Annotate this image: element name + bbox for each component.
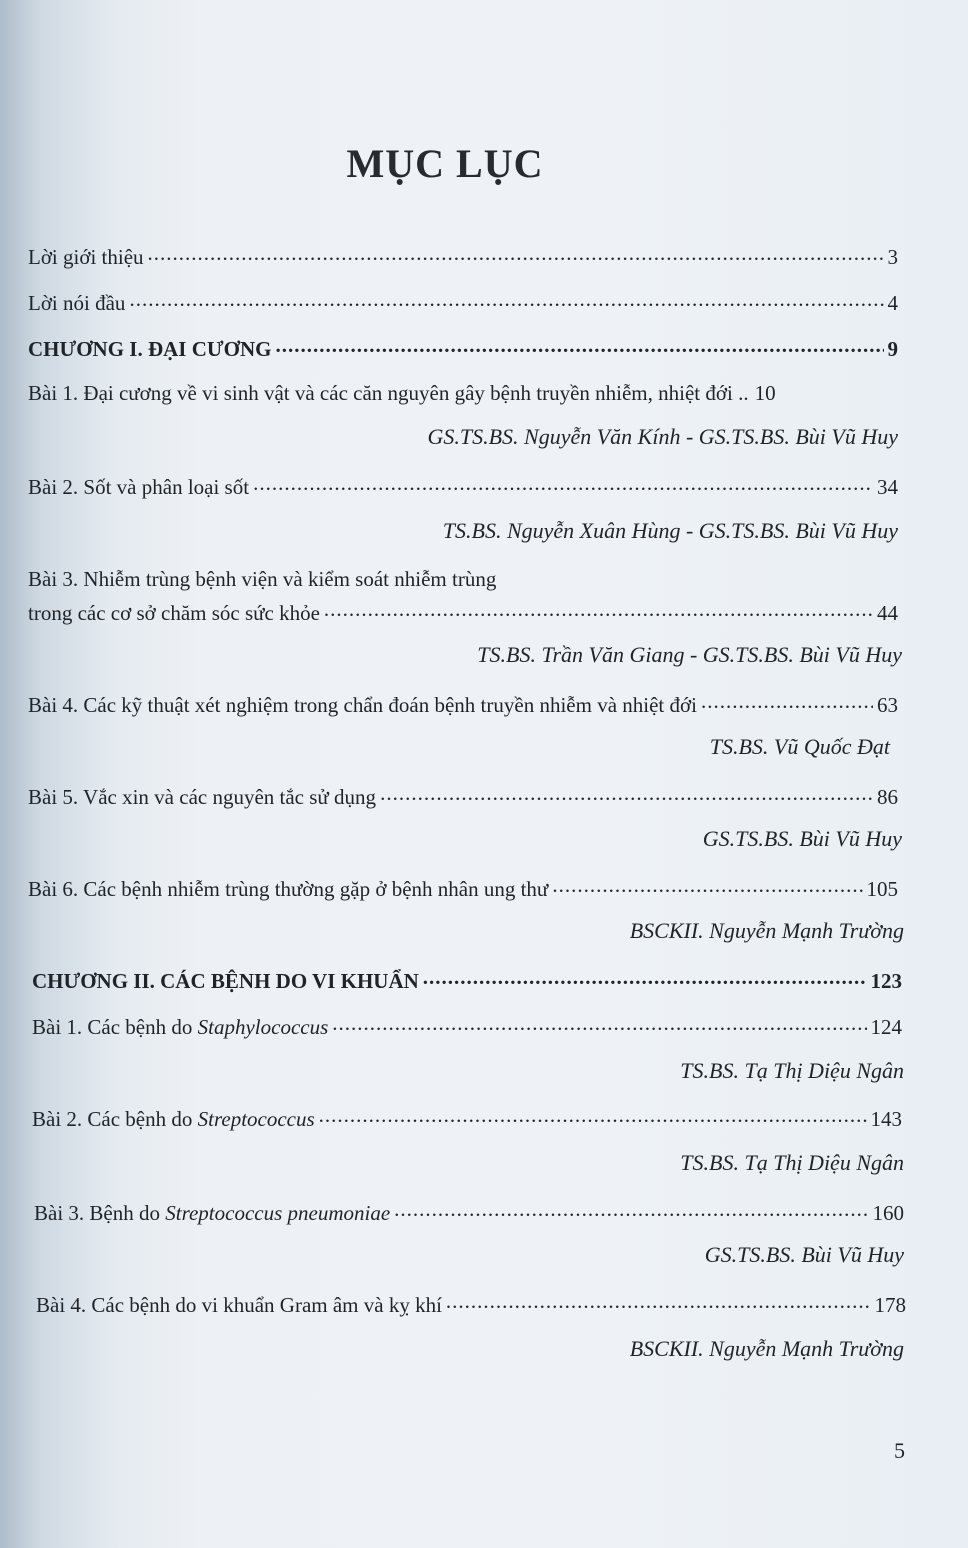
toc-lesson-2-3[interactable] (34, 1200, 904, 1226)
toc-entry-foreword[interactable] (28, 290, 898, 316)
leader-dots (319, 1106, 867, 1126)
toc-chapter-1[interactable] (28, 336, 898, 362)
lesson-author: BSCKII. Nguyễn Mạnh Trường (629, 1336, 904, 1361)
toc-lesson-2-2[interactable] (32, 1106, 902, 1132)
leader-dots (275, 336, 883, 356)
toc-page-number: 123 (870, 969, 902, 993)
page-number-footer: 5 (894, 1438, 905, 1463)
lesson-author: TS.BS. Trần Văn Giang - GS.TS.BS. Bùi Vũ Huy (477, 642, 902, 667)
toc-page-number: 143 (870, 1107, 902, 1131)
toc-entry-label: Lời giới thiệu (28, 245, 144, 269)
toc-page-number: 178 (874, 1293, 906, 1317)
lesson-label-scientific: Staphylococcus (197, 1015, 329, 1039)
toc-lesson-1-6[interactable] (28, 876, 898, 902)
leader-dots (394, 1200, 868, 1220)
toc-lesson-1-3[interactable] (28, 600, 898, 626)
lesson-author: TS.BS. Tạ Thị Diệu Ngân (680, 1058, 904, 1083)
lesson-label-scientific: Streptococcus pneumoniae (165, 1201, 391, 1225)
toc-page-number: 124 (870, 1015, 902, 1039)
toc-page-number: 86 (877, 785, 898, 809)
toc-lesson-1-2[interactable] (28, 474, 898, 500)
lesson-author: GS.TS.BS. Nguyễn Văn Kính - GS.TS.BS. Bùi Vũ Huy (427, 424, 898, 449)
lesson-label-line1[interactable]: Bài 3. Nhiễm trùng bệnh viện và kiểm soát nhiễm trùng (28, 567, 497, 591)
lesson-label: Bài 2. Sốt và phân loại sốt (28, 475, 250, 499)
toc-page-number: 160 (872, 1201, 904, 1225)
leader-dots (446, 1292, 871, 1312)
toc-page-number: 9 (887, 337, 898, 361)
leader-dots (324, 600, 873, 620)
toc-lesson-1-5[interactable] (28, 784, 898, 810)
lesson-label-prefix: Bài 3. Bệnh do (34, 1201, 166, 1225)
lesson-label: Bài 6. Các bệnh nhiễm trùng thường gặp ở bệnh nhân ung thư (28, 877, 549, 901)
toc-page-number: 34 (877, 475, 898, 499)
chapter-label: CHƯƠNG II. CÁC BỆNH DO VI KHUẨN (32, 969, 419, 993)
lesson-author: TS.BS. Vũ Quốc Đạt (709, 734, 890, 759)
leader-dots (253, 474, 873, 494)
lesson-label: Bài 1. Đại cương về vi sinh vật và các căn nguyên gây bệnh truyền nhiễm, nhiệt đới .. (28, 381, 749, 405)
lesson-label: Bài 5. Vắc xin và các nguyên tắc sử dụng (28, 785, 377, 809)
lesson-label-prefix: Bài 2. Các bệnh do (32, 1107, 198, 1131)
toc-page-number: 105 (866, 877, 898, 901)
toc-page-number: 4 (887, 291, 898, 315)
toc-lesson-2-1[interactable] (32, 1014, 902, 1040)
toc-chapter-2[interactable] (32, 968, 902, 994)
lesson-author: GS.TS.BS. Bùi Vũ Huy (704, 1242, 904, 1267)
toc-entry-label: Lời nói đầu (28, 291, 126, 315)
lesson-label: Bài 4. Các bệnh do vi khuẩn Gram âm và kỵ khí (36, 1293, 442, 1317)
leader-dots (129, 290, 883, 310)
lesson-label-scientific: Streptococcus (197, 1107, 315, 1131)
leader-dots (148, 244, 884, 264)
lesson-label: Bài 4. Các kỹ thuật xét nghiệm trong chẩn đoán bệnh truyền nhiễm và nhiệt đới (28, 693, 697, 717)
lesson-author: TS.BS. Tạ Thị Diệu Ngân (680, 1150, 904, 1175)
leader-dots (552, 876, 862, 896)
toc-page-number: 63 (877, 693, 898, 717)
toc-entry-intro[interactable] (28, 244, 898, 270)
lesson-label (32, 1106, 315, 1132)
leader-dots (380, 784, 873, 804)
leader-dots (332, 1014, 866, 1034)
lesson-author: GS.TS.BS. Bùi Vũ Huy (702, 826, 902, 851)
lesson-label (32, 1014, 328, 1040)
lesson-label-prefix: Bài 1. Các bệnh do (32, 1015, 198, 1039)
leader-dots (423, 968, 867, 988)
toc-page-number: 44 (877, 601, 898, 625)
lesson-label: trong các cơ sở chăm sóc sức khỏe (28, 601, 320, 625)
toc-lesson-1-4[interactable] (28, 692, 898, 718)
lesson-author: BSCKII. Nguyễn Mạnh Trường (629, 918, 904, 943)
leader-dots (701, 692, 873, 712)
lesson-label (34, 1200, 390, 1226)
toc-lesson-1-1[interactable] (28, 380, 898, 406)
chapter-label: CHƯƠNG I. ĐẠI CƯƠNG (28, 337, 272, 361)
toc-page-number: 3 (887, 245, 898, 269)
toc-lesson-2-4[interactable] (36, 1292, 906, 1318)
toc-page-number: 10 (754, 381, 776, 405)
lesson-author: TS.BS. Nguyễn Xuân Hùng - GS.TS.BS. Bùi Vũ Huy (442, 518, 898, 543)
page-title: MỤC LỤC (346, 141, 544, 186)
